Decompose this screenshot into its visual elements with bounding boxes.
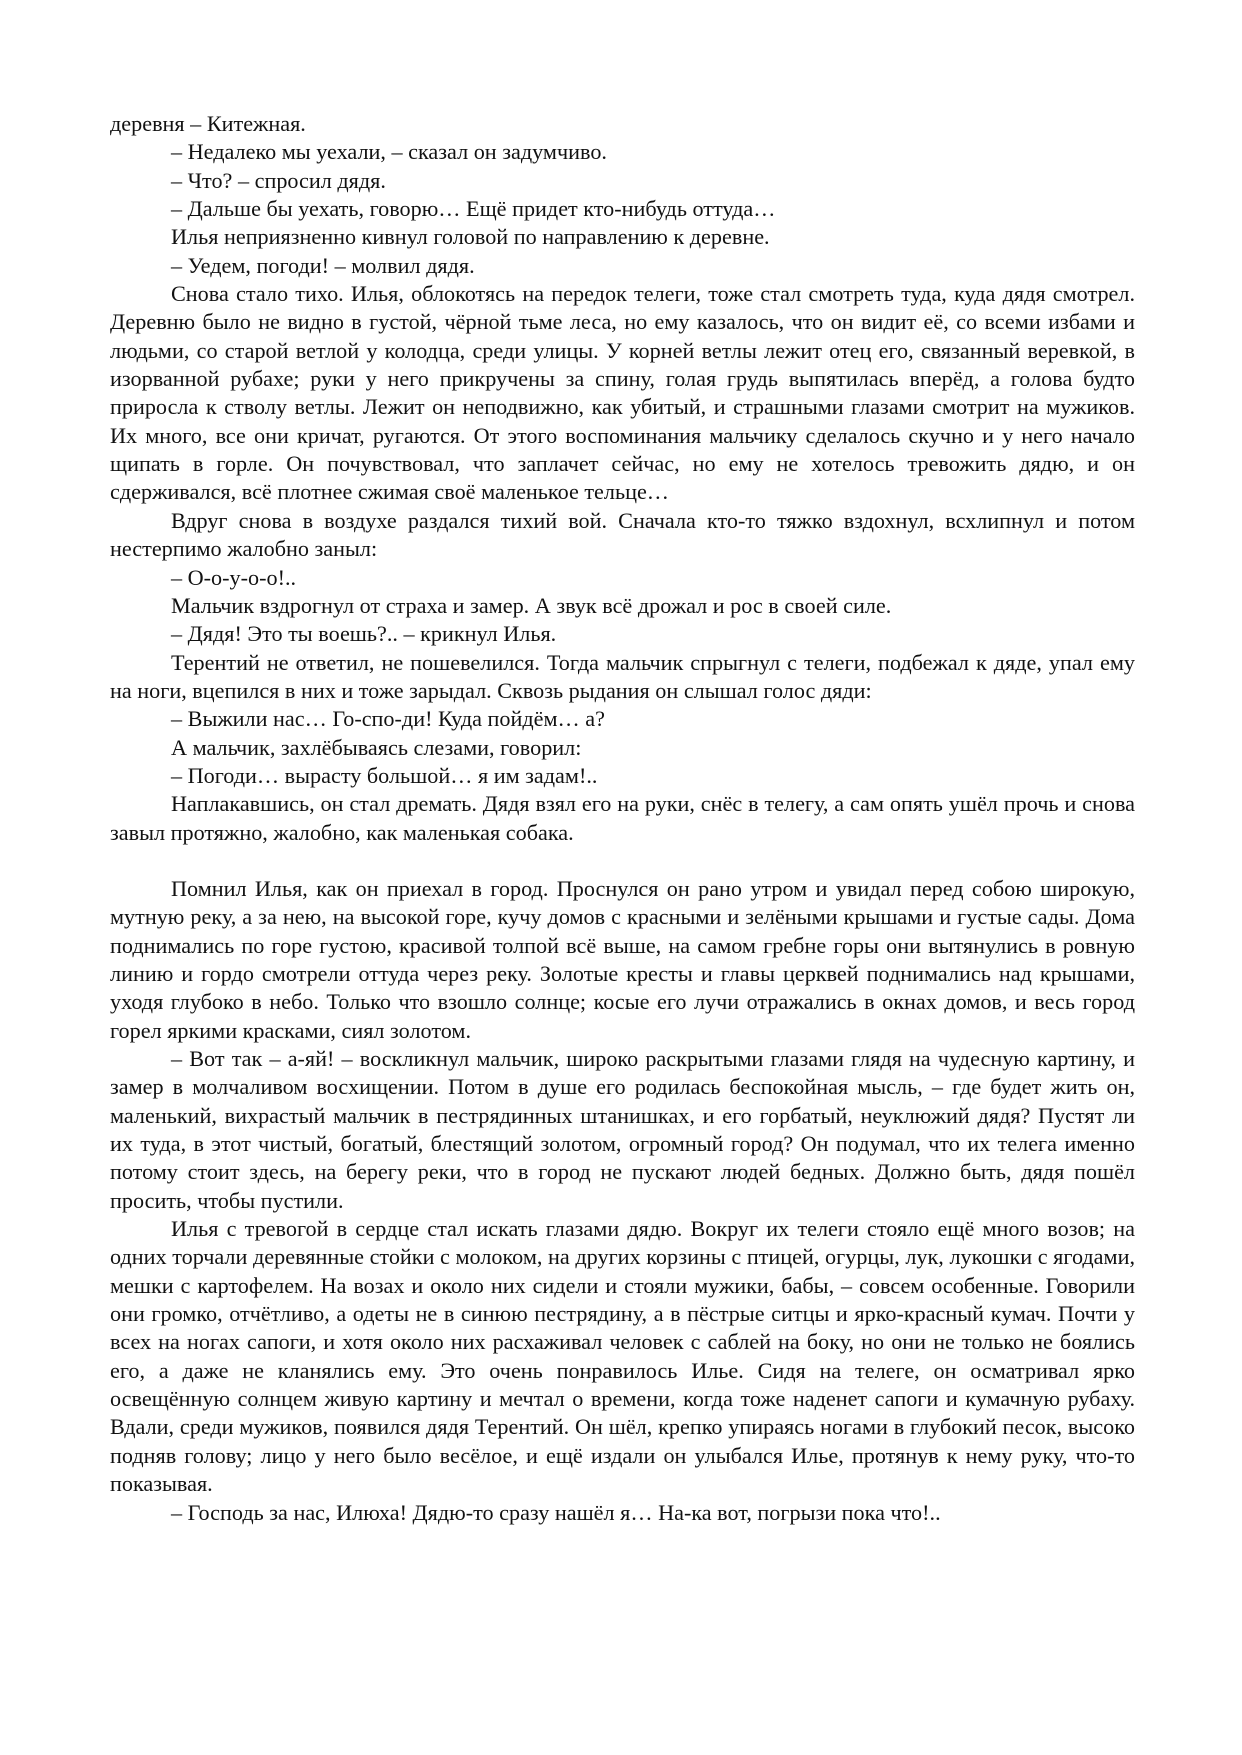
paragraph: – Недалеко мы уехали, – сказал он задумчиво. <box>171 139 607 165</box>
paragraph: Терентий не ответил, не пошевелился. Тогда мальчик спрыгнул с телеги, подбежал к дяде, упал ему на ноги, вцепился в них и тоже зарыдал. Сквозь рыдания он слышал голос дяди: <box>110 649 1135 703</box>
paragraph: Снова стало тихо. Илья, облокотясь на передок телеги, тоже стал смотреть туда, куда дядя смотрел. Деревню было не видно в густой, чёрной тьме леса, но ему казалось, что он видит её, со всеми избами и людьми, со старой ветлой у колодца, среди улицы. У корней ветлы лежит отец его, связанный веревкой, в изорванной рубахе; руки у него прикручены за спину, голая грудь выпятилась вперёд, а голова будто приросла к стволу ветлы. Лежит он неподвижно, как убитый, и страшными глазами смотрит на мужиков. Их много, все они кричат, ругаются. От этого воспоминания мальчику сделалось скучно и у него начало щипать в горле. Он почувствовал, что заплачет сейчас, но ему не хотелось тревожить дядю, и он сдерживался, всё плотнее сжимая своё маленькое тельце… <box>110 281 1135 505</box>
paragraph: – О-о-у-о-о!.. <box>171 564 297 590</box>
paragraph: Мальчик вздрогнул от страха и замер. А звук всё дрожал и рос в своей силе. <box>171 592 892 618</box>
paragraph: – Погоди… вырасту большой… я им задам!.. <box>171 762 598 788</box>
paragraph: – Вот так – а-яй! – воскликнул мальчик, широко раскрытыми глазами глядя на чудесную картину, и замер в молчаливом восхищении. Потом в душе его родилась беспокойная мысль, – где будет жить он, маленький, вихрастый мальчик в пестрядинных штанишках, и его горбатый, неуклюжий дядя? Пустят ли их туда, в этот чистый, богатый, блестящий золотом, огромный город? Он подумал, что их телега именно потому стоит здесь, на берегу реки, что в город не пускают людей бедных. Должно быть, дядя пошёл просить, чтобы пустили. <box>110 1046 1135 1213</box>
paragraph: Илья неприязненно кивнул головой по направлению к деревне. <box>171 224 770 250</box>
paragraph: – Уедем, погоди! – молвил дядя. <box>171 252 475 278</box>
paragraph: Наплакавшись, он стал дремать. Дядя взял его на руки, снёс в телегу, а сам опять ушёл прочь и снова завыл протяжно, жалобно, как маленькая собака. <box>110 791 1135 845</box>
paragraph: – Дальше бы уехать, говорю… Ещё придет кто-нибудь оттуда… <box>171 196 776 222</box>
paragraph: – Выжили нас… Го-спо-ди! Куда пойдём… а? <box>171 706 605 732</box>
book-page <box>110 110 1135 1527</box>
paragraph: деревня – Китежная. <box>110 111 306 136</box>
paragraph: Помнил Илья, как он приехал в город. Проснулся он рано утром и увидал перед собою широкую, мутную реку, а за нею, на высокой горе, кучу домов с красными и зелёными крышами и густые сады. Дома поднимались по горе густою, красивой толпой всё выше, на самом гребне горы они вытянулись в ровную линию и гордо смотрели оттуда через реку. Золотые кресты и главы церквей поднимались над крышами, уходя глубоко в небо. Только что взошло солнце; косые его лучи отражались в окнах домов, и весь город горел яркими красками, сиял золотом. <box>110 875 1135 1043</box>
paragraph: Илья с тревогой в сердце стал искать глазами дядю. Вокруг их телеги стояло ещё много возов; на одних торчали деревянные стойки с молоком, на других корзины с птицей, огурцы, лук, лукошки с ягодами, мешки с картофелем. На возах и около них сидели и стояли мужики, бабы, – совсем особенные. Говорили они громко, отчётливо, а одеты не в синюю пестрядину, а в пёстрые ситцы и ярко-красный кумач. Почти у всех на ногах сапоги, и хотя около них расхаживал человек с саблей на боку, но они не только не боялись его, а даже не кланялись ему. Это очень понравилось Илье. Сидя на телеге, он осматривал ярко освещённую солнцем живую картину и мечтал о времени, когда тоже наденет сапоги и кумачную рубаху. Вдали, среди мужиков, появился дядя Терентий. Он шёл, крепко упираясь ногами в глубокий песок, высоко подняв голову; лицо у него было весёлое, и ещё издали он улыбался Илье, протянув к нему руку, что-то показывая. <box>110 1216 1135 1497</box>
paragraph: – Господь за нас, Илюха! Дядю-то сразу нашёл я… На-ка вот, погрызи пока что!.. <box>171 1499 941 1525</box>
paragraph: А мальчик, захлёбываясь слезами, говорил: <box>171 734 582 760</box>
paragraph: – Что? – спросил дядя. <box>171 167 386 193</box>
paragraph: – Дядя! Это ты воешь?.. – крикнул Илья. <box>171 621 557 647</box>
paragraph: Вдруг снова в воздухе раздался тихий вой. Сначала кто-то тяжко вздохнул, всхлипнул и потом нестерпимо жалобно заныл: <box>110 507 1135 562</box>
